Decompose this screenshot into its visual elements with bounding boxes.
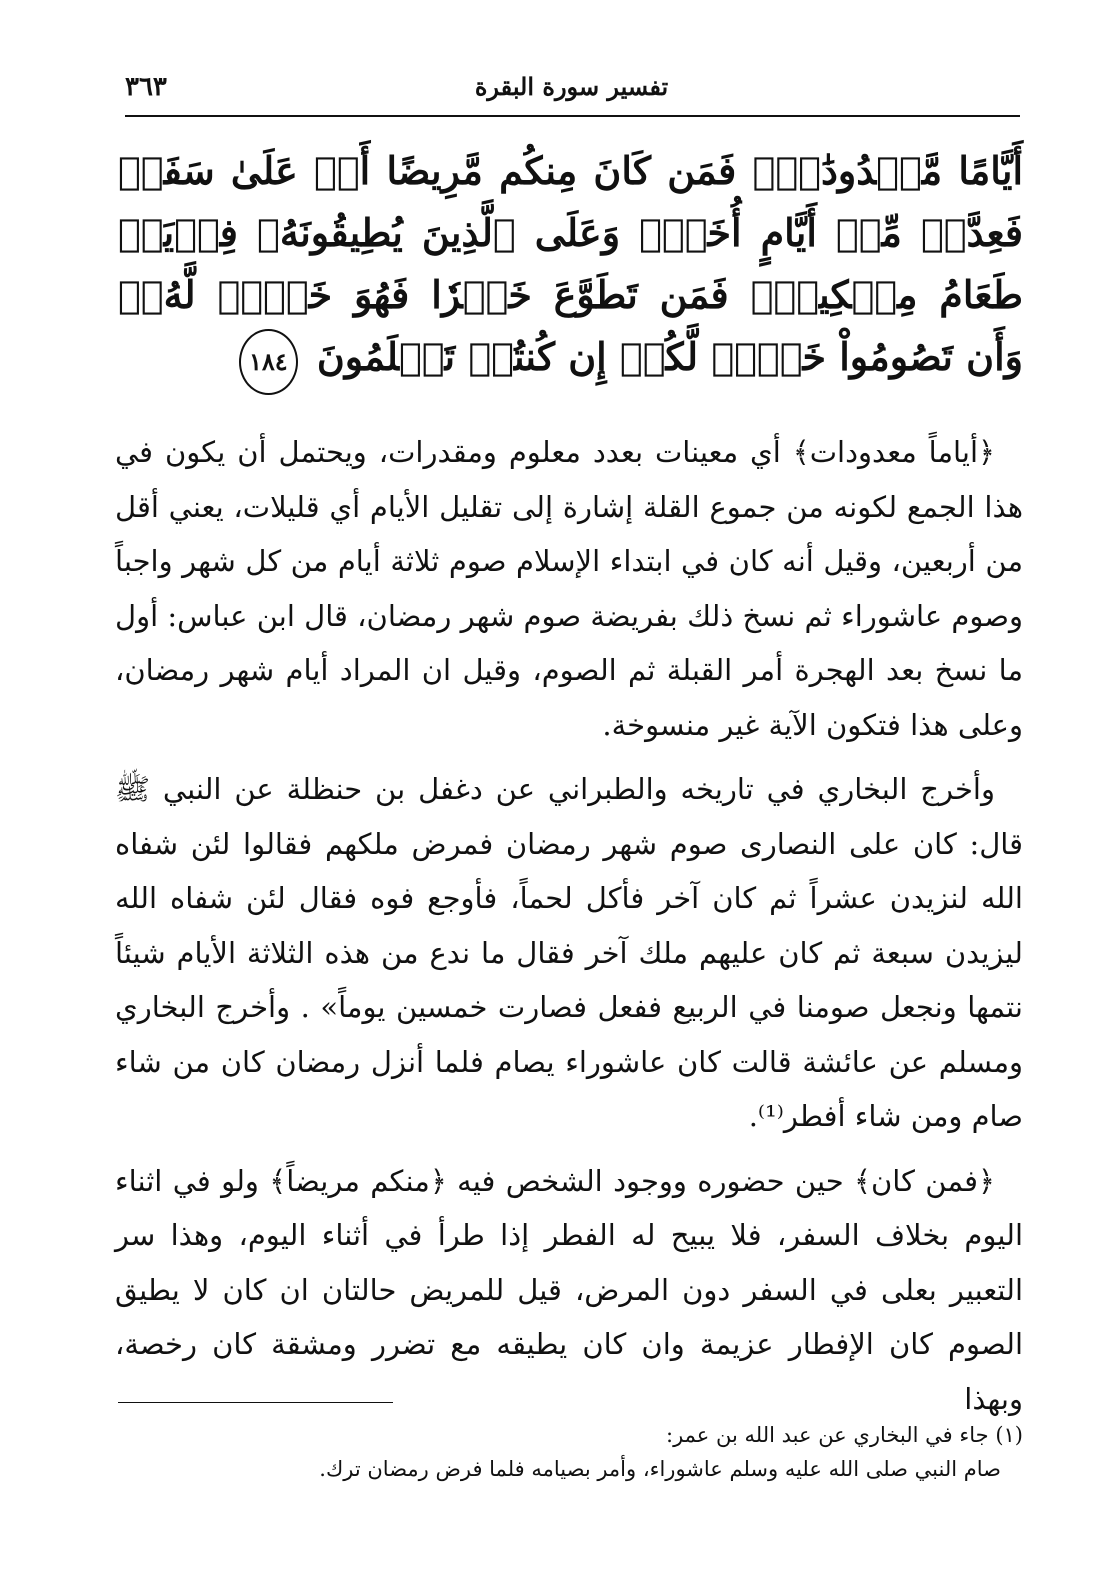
paragraph: ﴿أياماً معدودات﴾ أي معينات بعدد معلوم ومقدرات، ويحتمل أن يكون في هذا الجمع لكونه من جموع القلة إشارة إلى تقليل الأيام أي قليلات، يعني أقل من أربعين، وقيل أنه كان في ابتداء الإسلام صوم ثلاثة أيام من كل شهر واجباً وصوم عاشوراء ثم نسخ ذلك بفريضة صوم شهر رمضان، قال ابن عباس: أول ما نسخ بعد الهجرة أمر القبلة ثم الصوم، وقيل ان المراد أيام شهر رمضان، وعلى هذا فتكون الآية غير منسوخة. [115,435,1024,742]
footnote-divider [118,1402,393,1403]
header-divider [125,115,1020,117]
page-header [125,72,1018,108]
footnote-line: صام النبي صلى الله عليه وسلم عاشوراء، وأمر بصيامه فلما فرض رمضان ترك. [319,1457,1001,1481]
footnote-line: (١) جاء في البخاري عن عبد الله بن عمر: [666,1423,1023,1447]
page-title: تفسير سورة البقرة [474,72,669,101]
verse-text: أَيَّامًا مَّعۡدُودَٰتٖۚ فَمَن كَانَ مِنكُم مَّرِيضًا أَوۡ عَلَىٰ سَفَرٖ فَعِدَّةٞ مِّنۡ أَيَّامٍ أُخَرَۚ وَعَلَى ٱلَّذِينَ يُطِيقُونَهُۥ فِدۡيَةٞ طَعَامُ مِسۡكِينٖۖ فَمَن تَطَوَّعَ خَيۡرٗا فَهُوَ خَيۡرٞ لَّهُۥۚ وَأَن تَصُومُواْ خَيۡرٞ لَّكُمۡ إِن كُنتُمۡ تَعۡلَمُونَ [118,148,1023,379]
footnotes [118,1418,1023,1486]
page-number: ٣٦٣ [125,72,167,102]
paragraph: وأخرج البخاري في تاريخه والطبراني عن دغفل بن حنظلة عن النبي ﷺ قال: كان على النصارى صوم شهر رمضان فمرض ملكهم فقالوا لئن شفاه الله لنزيدن عشراً ثم كان آخر فأكل لحماً، فأوجع فوه فقال لئن شفاه الله ليزيدن سبعة ثم كان عليهم ملك آخر فقال ما ندع من هذه الثلاثة الأيام شيئاً نتمها ونجعل صومنا في الربيع ففعل فصارت خمسين يوماً» . وأخرج البخاري ومسلم عن عائشة قالت كان عاشوراء يصام فلما أنزل رمضان كان من شاء صام ومن شاء أفطر⁽¹⁾. [115,772,1023,1133]
paragraph: ﴿فمن كان﴾ حين حضوره ووجود الشخص فيه ﴿منكم مريضاً﴾ ولو في اثناء اليوم بخلاف السفر، فلا يبيح له الفطر إذا طرأ في أثناء اليوم، وهذا سر التعبير بعلى في السفر دون المرض، قيل للمريض حالتان ان كان لا يطيق الصوم كان الإفطار عزيمة وان كان يطيقه مع تضرر ومشقة كان رخصة، وبهذا [115,1163,1023,1416]
commentary-body [115,425,1023,1436]
verse-number-marker: ١٨٤ [239,329,298,395]
quran-verse [118,140,1023,395]
